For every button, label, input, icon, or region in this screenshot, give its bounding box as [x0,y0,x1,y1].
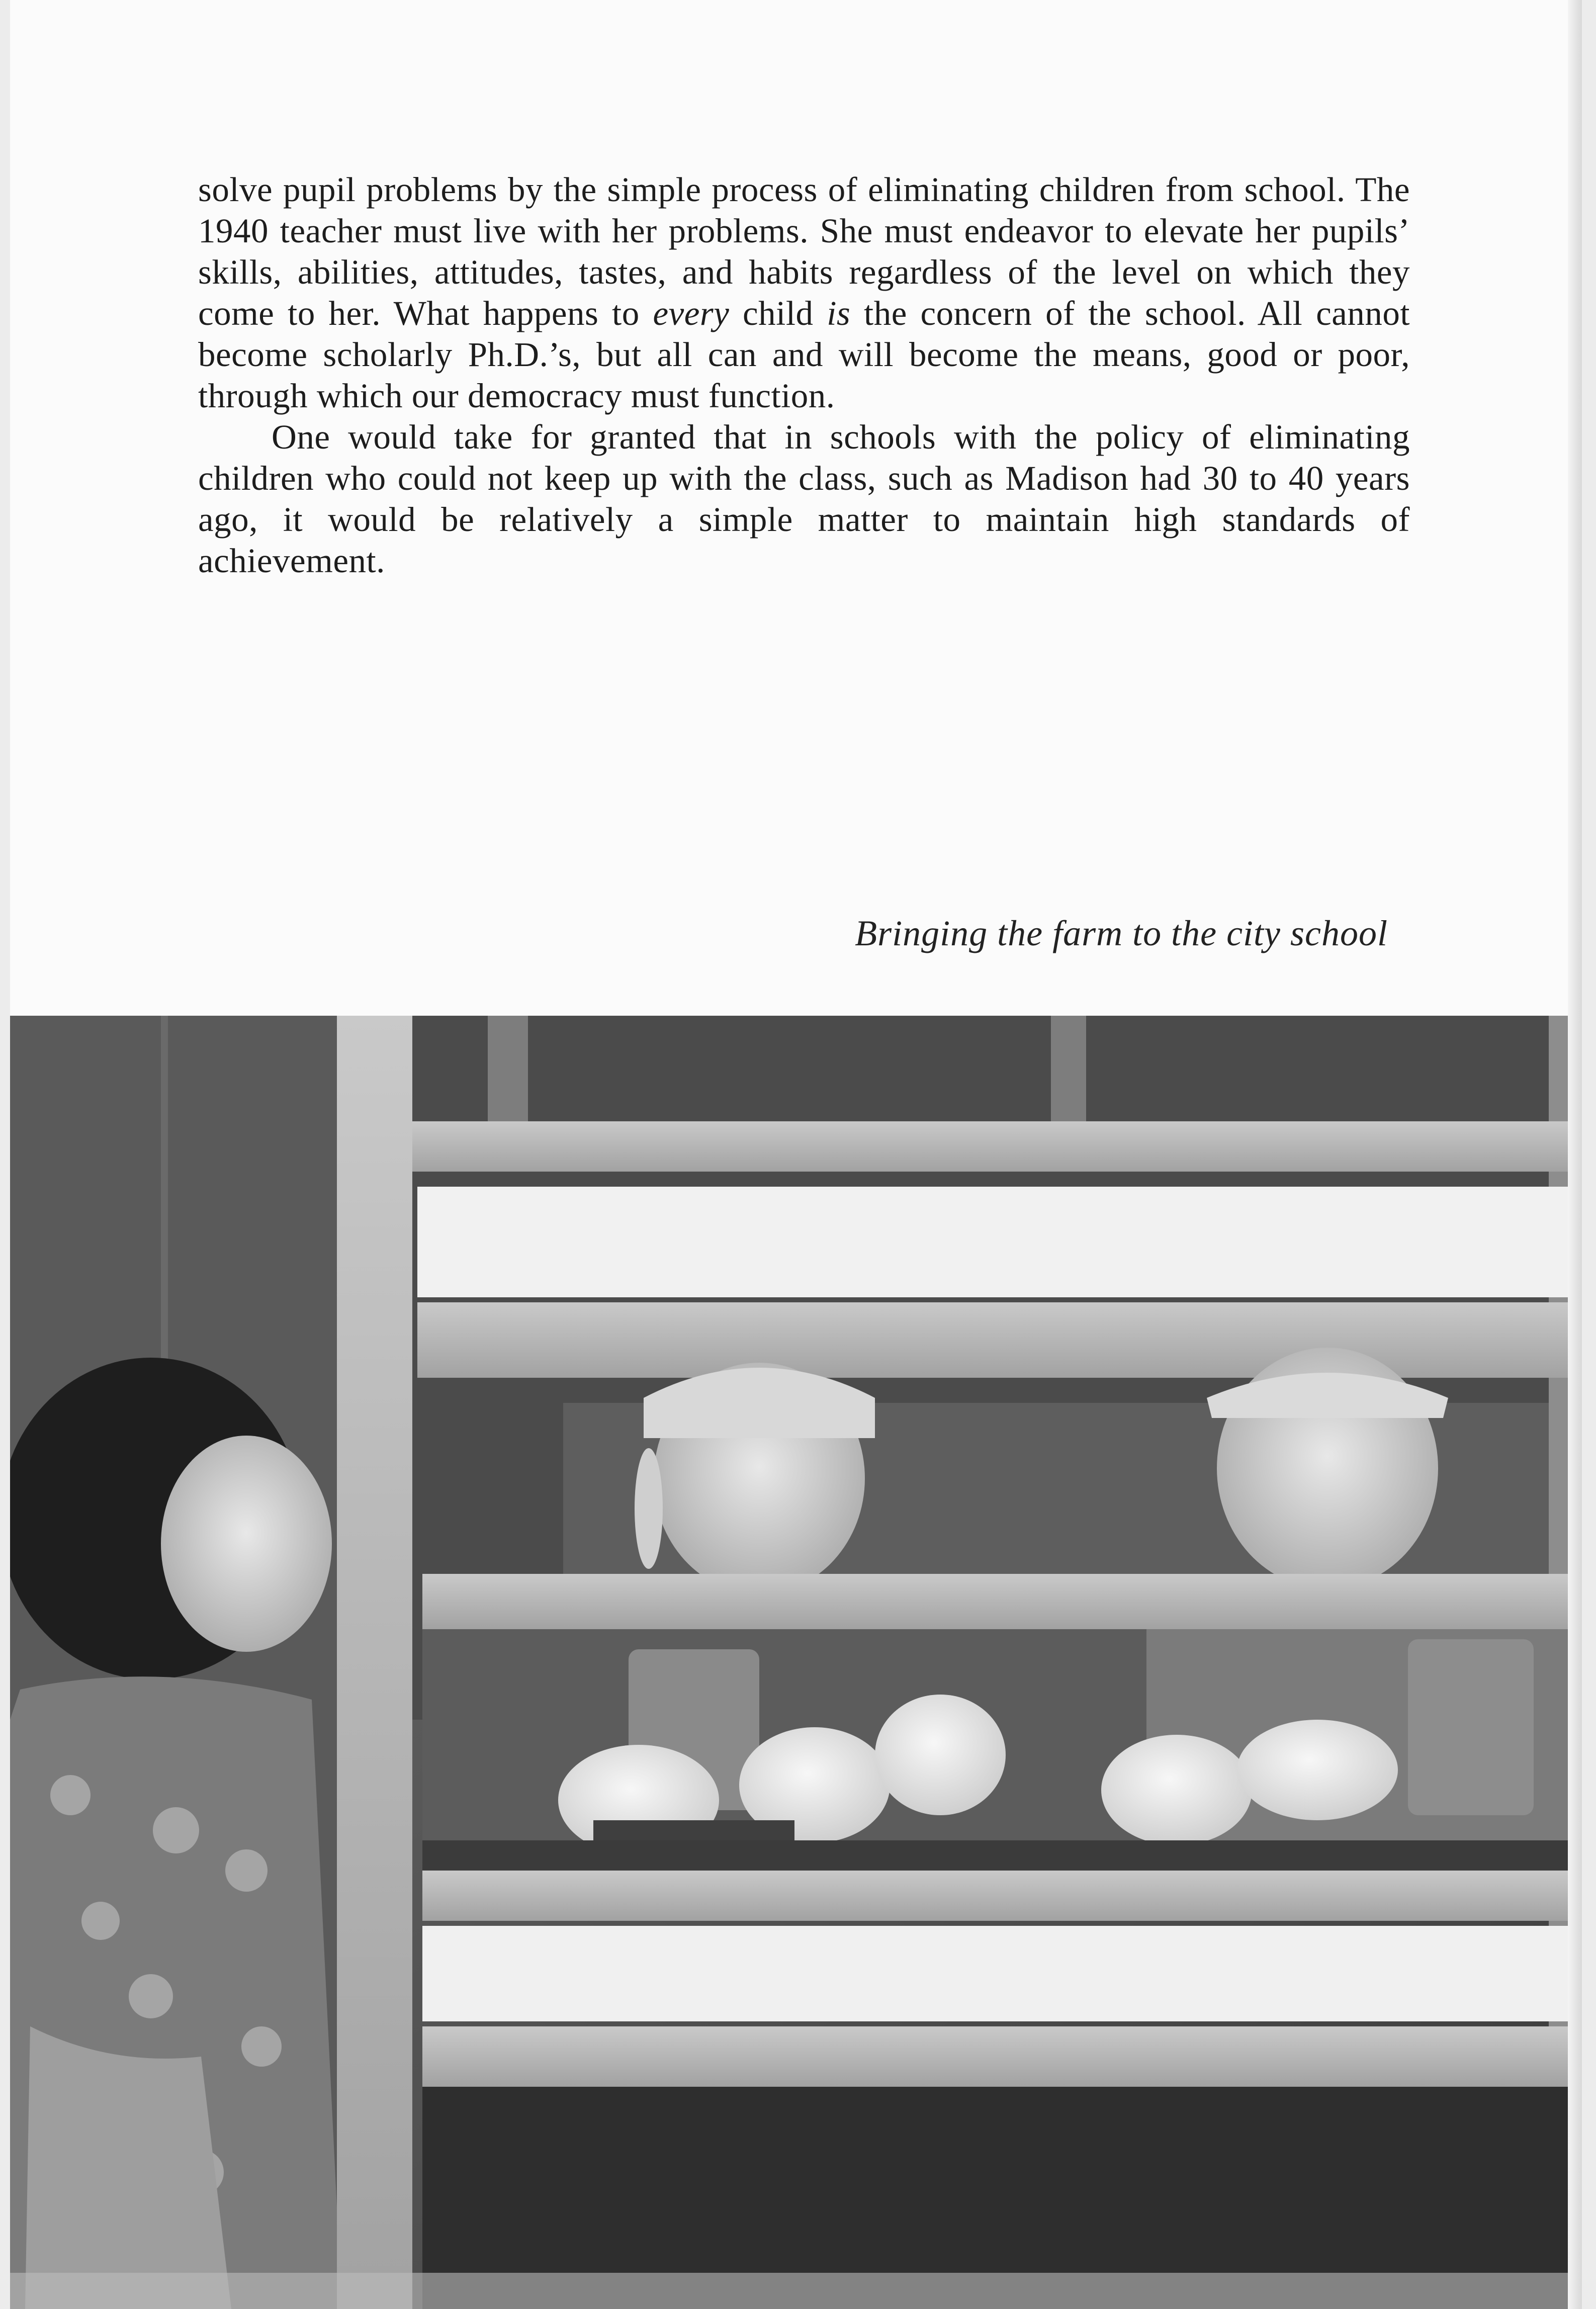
emphasis-every: every [653,294,730,332]
body-text [198,169,1410,581]
paragraph-2: One would take for granted that in schools with the policy of eliminating children who could not keep up with the class, such as Madison had 30 to 40 years ago, it would be relatively a simple matter to maintain high standards of achievement. [198,418,1410,580]
scan-edge [1568,0,1582,2309]
photograph [10,1016,1582,2309]
document-page [10,0,1582,2309]
paragraph-1: solve pupil problems by the simple process of eliminating children from school. The 1940 teacher must live with her problems. She must endeavor to elevate her pupils’ skills, abilities, attitudes, tastes, and habits regardless of the level on which they come to her. What happens to every child is the concern of the school. All cannot become scholarly Ph.D.’s, but all can and will become the means, good or poor, through which our democracy must function. [198,170,1410,415]
emphasis-is: is [827,294,851,332]
photo-caption: Bringing the farm to the city school [855,913,1388,953]
